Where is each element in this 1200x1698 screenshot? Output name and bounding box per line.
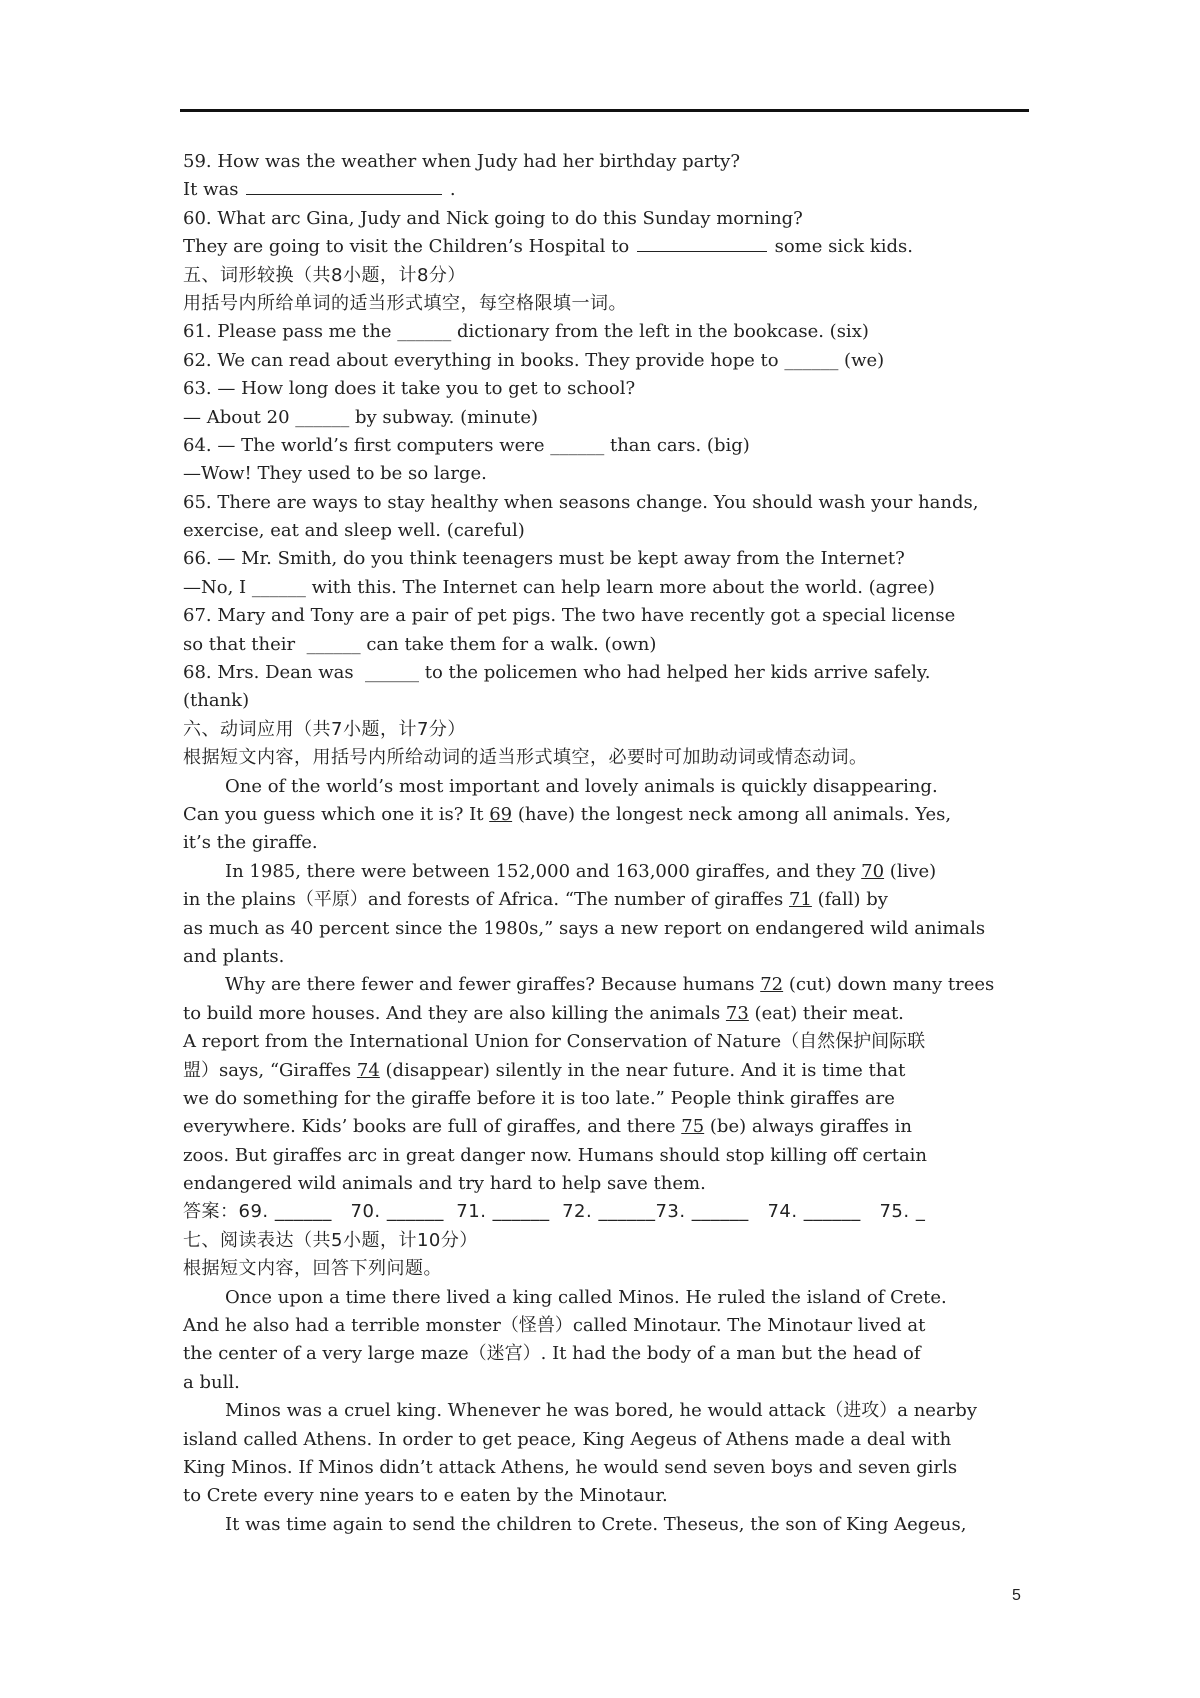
question-63-reply: — About 20 ______ by subway. (minute) [183,406,539,428]
blank-number: 70 [861,860,885,882]
blank-number: 75 [681,1116,705,1138]
blank-number: 73 [725,1002,749,1024]
passage-line: in the plains（平原）and forests of Africa. “The number of giraffes 71 (fall) by [183,889,888,911]
question-61: 61. Please pass me the ______ dictionary from the left in the bookcase. (six) [183,321,869,343]
question-67-cont: so that their ______ can take them for a walk. (own) [183,633,657,655]
passage-line: A report from the International Union for Conservation of Nature（自然保护间际联 [183,1031,926,1053]
page-number: 5 [1012,1587,1021,1604]
passage-line: everywhere. Kids’ books are full of giraffes, and there 75 (be) always giraffes in [183,1116,912,1138]
passage-line: it’s the giraffe. [183,832,318,854]
blank-59[interactable] [246,176,442,195]
passage-line: and plants. [183,945,285,967]
passage-line: endangered wild animals and try hard to help save them. [183,1173,706,1195]
passage-line: Can you guess which one it is? It 69 (have) the longest neck among all animals. Yes, [183,803,952,825]
question-62: 62. We can read about everything in books. They provide hope to ______ (we) [183,349,885,371]
question-66: 66. — Mr. Smith, do you think teenagers must be kept away from the Internet? [183,548,905,570]
blank-60[interactable] [637,233,767,252]
passage-line: Why are there fewer and fewer giraffes? Because humans 72 (cut) down many trees [225,974,995,996]
answer-blanks-row[interactable]: 答案：69. ______ 70. ______ 71. ______ 72. ______73. ______ 74. ______ 75. _ [183,1201,926,1223]
reading-line: King Minos. If Minos didn’t attack Athens, he would send seven boys and seven girls [183,1456,958,1478]
exam-content [183,148,1029,1539]
blank-number: 71 [788,889,812,911]
question-64: 64. — The world’s first computers were ______ than cars. (big) [183,434,750,456]
passage-line: 盟）says, “Giraffes 74 (disappear) silently in the near future. And it is time that [183,1059,906,1081]
question-64-reply: —Wow! They used to be so large. [183,463,487,485]
header-rule [180,109,1029,112]
question-68-cont: (thank) [183,690,250,712]
passage-line: In 1985, there were between 152,000 and 163,000 giraffes, and they 70 (live) [225,860,937,882]
question-65: 65. There are ways to stay healthy when seasons change. You should wash your hands, [183,491,979,513]
question-60: 60. What arc Gina, Judy and Nick going to do this Sunday morning? [183,207,803,229]
reading-line: Minos was a cruel king. Whenever he was bored, he would attack（进攻）a nearby [225,1400,977,1422]
question-63: 63. — How long does it take you to get to school? [183,378,636,400]
passage-line: to build more houses. And they are also killing the animals 73 (eat) their meat. [183,1002,904,1024]
answer-59-line: It was . [183,176,1029,204]
passage-line: One of the world’s most important and lovely animals is quickly disappearing. [225,775,938,797]
reading-line: the center of a very large maze（迷宫）. It had the body of a man but the head of [183,1343,921,1365]
section-5-directions: 用括号内所给单词的适当形式填空，每空格限填一词。 [183,292,627,314]
blank-number: 69 [489,803,513,825]
question-68: 68. Mrs. Dean was ______ to the policemen who had helped her kids arrive safely. [183,662,931,684]
reading-line: a bull. [183,1371,240,1393]
reading-line: Once upon a time there lived a king called Minos. He ruled the island of Crete. [225,1286,947,1308]
section-7-directions: 根据短文内容，回答下列问题。 [183,1258,442,1280]
passage-line: zoos. But giraffes arc in great danger now. Humans should stop killing off certain [183,1144,928,1166]
question-59: 59. How was the weather when Judy had her birthday party? [183,151,740,172]
question-66-reply: —No, I ______ with this. The Internet can help learn more about the world. (agree) [183,576,935,598]
blank-number: 72 [760,974,784,996]
reading-line: to Crete every nine years to e eaten by the Minotaur. [183,1485,668,1507]
answer-60-line: They are going to visit the Children’s Hospital to some sick kids. [183,233,1029,261]
blank-number: 74 [356,1059,380,1081]
passage-line: as much as 40 percent since the 1980s,” says a new report on endangered wild animals [183,917,986,939]
question-67: 67. Mary and Tony are a pair of pet pigs. The two have recently got a special license [183,605,956,627]
passage-line: we do something for the giraffe before it is too late.” People think giraffes are [183,1087,895,1109]
section-5-heading: 五、词形较换（共8小题，计8分） [183,264,466,286]
section-6-heading: 六、动词应用（共7小题，计7分） [183,718,466,740]
reading-line: It was time again to send the children to Crete. Theseus, the son of King Aegeus, [225,1513,967,1535]
section-7-heading: 七、阅读表达（共5小题，计10分） [183,1229,478,1251]
reading-line: island called Athens. In order to get peace, King Aegeus of Athens made a deal with [183,1428,952,1450]
section-6-directions: 根据短文内容，用括号内所给动词的适当形式填空，必要时可加助动词或情态动词。 [183,747,868,769]
reading-line: And he also had a terrible monster（怪兽）called Minotaur. The Minotaur lived at [183,1315,926,1337]
question-65-cont: exercise, eat and sleep well. (careful) [183,520,525,542]
